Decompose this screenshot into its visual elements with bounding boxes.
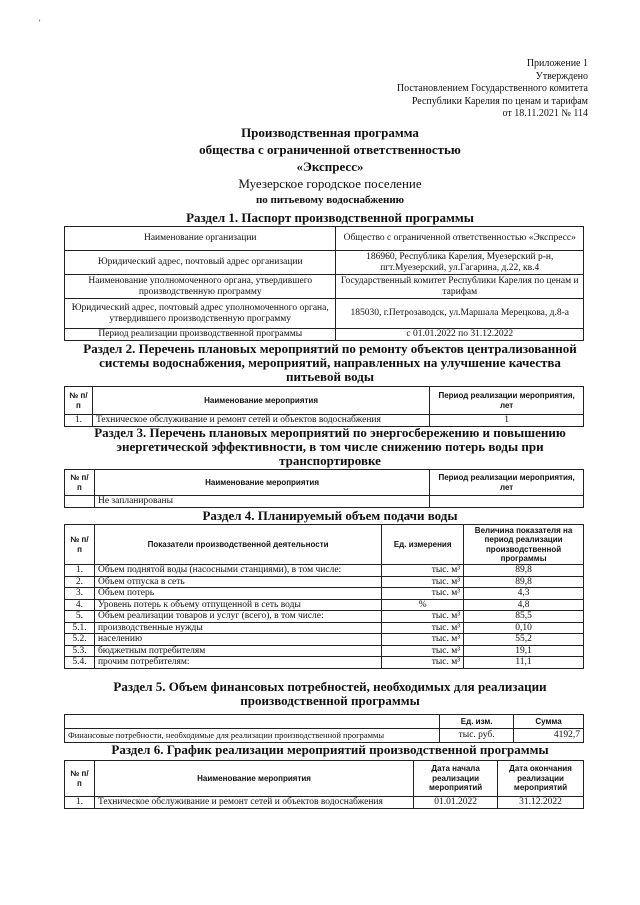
- section1-title: Раздел 1. Паспорт производственной программы: [186, 210, 474, 225]
- section6-table: [64, 760, 584, 809]
- section2-title: Раздел 2. Перечень плановых мероприятий по ремонту объектов централизованной системы водоснабжения, мероприятий, направленных на улучшение качества питьевой воды: [83, 341, 577, 384]
- company-name: «Экспресс»: [296, 159, 364, 174]
- table-row: [65, 729, 584, 743]
- row-name: Техническое обслуживание и ремонт сетей и объектов водоснабжения: [94, 797, 413, 809]
- finance-name: Финансовые потребности, необходимые для реализации производственной программы: [65, 729, 440, 743]
- table-row: [65, 599, 584, 611]
- row-num: 5.1.: [65, 622, 95, 634]
- row-unit: тыс. м³: [382, 611, 464, 623]
- passport-value: с 01.01.2022 по 31.12.2022: [336, 329, 584, 341]
- finance-unit: тыс. руб.: [440, 729, 514, 743]
- row-num: 5.3.: [65, 645, 95, 657]
- row-name: населению: [94, 634, 381, 646]
- row-name: производственные нужды: [94, 622, 381, 634]
- header-name: Наименование мероприятия: [94, 470, 429, 496]
- table-row: [65, 634, 584, 646]
- approval-appendix: Приложение 1: [526, 58, 588, 69]
- table-header-row: [65, 387, 584, 415]
- header-unit: Ед. изм.: [440, 715, 514, 729]
- passport-label: Период реализации производственной программы: [65, 329, 336, 341]
- header-sum: Сумма: [514, 715, 584, 729]
- header-name: Наименование мероприятия: [94, 761, 413, 797]
- document-title-block: [130, 124, 530, 209]
- row-unit: тыс. м³: [382, 565, 464, 577]
- approval-decree: Постановлением Государственного комитета: [396, 83, 588, 94]
- table-header-row: [65, 715, 584, 729]
- row-num: 1.: [65, 797, 95, 809]
- header-num: № п/п: [65, 525, 95, 565]
- row-value: 85,5: [464, 611, 584, 623]
- table-header-row: [65, 470, 584, 496]
- passport-value: 185030, г.Петрозаводск, ул.Маршала Мерецкова, д.8-а: [336, 299, 584, 329]
- row-value: 4,8: [464, 599, 584, 611]
- approval-block: [328, 58, 588, 121]
- header-value: Величина показателя на период реализации производственной программы: [464, 525, 584, 565]
- row-name: Объем отпуска в сеть: [94, 576, 381, 588]
- settlement-name: Муезерское городское поселение: [238, 176, 422, 191]
- header-period: Период реализации мероприятия, лет: [430, 387, 584, 415]
- table-row: [65, 611, 584, 623]
- row-value: 4,3: [464, 588, 584, 600]
- table-row: [65, 496, 584, 508]
- row-unit: тыс. м³: [382, 622, 464, 634]
- header-blank: [65, 715, 440, 729]
- passport-label: Юридический адрес, почтовый адрес организации: [65, 251, 336, 275]
- row-name: Уровень потерь к объему отпущенной в сеть воды: [94, 599, 381, 611]
- row-value: 89,8: [464, 565, 584, 577]
- row-name: бюджетным потребителям: [94, 645, 381, 657]
- row-unit: тыс. м³: [382, 588, 464, 600]
- approval-date: от 18.11.2021 № 114: [502, 108, 588, 119]
- row-period: 1: [430, 415, 584, 427]
- row-num: 5.: [65, 611, 95, 623]
- section4-table: [64, 524, 584, 669]
- section3-table: [64, 469, 584, 508]
- table-row: [65, 645, 584, 657]
- row-end: 31.12.2022: [498, 797, 584, 809]
- table-header-row: [65, 761, 584, 797]
- row-num: 3.: [65, 588, 95, 600]
- header-name: Показатели производственной деятельности: [94, 525, 381, 565]
- row-num: 5.4.: [65, 657, 95, 669]
- approval-approved: Утверждено: [535, 70, 588, 82]
- header-end: Дата окончания реализации мероприятий: [498, 761, 584, 797]
- row-unit: %: [382, 599, 464, 611]
- table-header-row: [65, 525, 584, 565]
- row-name: Не запланированы: [94, 496, 429, 508]
- passport-value: Государственный комитет Республики Карелия по ценам и тарифам: [336, 275, 584, 299]
- approval-authority: Республики Карелия по ценам и тарифам: [411, 95, 588, 107]
- passport-label: Наименование организации: [65, 227, 336, 251]
- document-title: Производственная программа: [241, 125, 419, 140]
- row-num: 1.: [65, 565, 95, 577]
- table-row: [65, 657, 584, 669]
- passport-label: Юридический адрес, почтовый адрес уполномоченного органа, утвердившего производственную программу: [65, 299, 336, 329]
- section2-table: [64, 386, 584, 427]
- row-num: 2.: [65, 576, 95, 588]
- row-name: Объем поднятой воды (насосными станциями), в том числе:: [94, 565, 381, 577]
- row-name: Техническое обслуживание и ремонт сетей и объектов водоснабжения: [92, 415, 429, 427]
- row-num: 1.: [65, 415, 93, 427]
- section3-title: Раздел 3. Перечень плановых мероприятий по энергосбережению и повышению энергетической эффективности, в том числе снижению потерь воды при транспортировке: [94, 425, 566, 468]
- row-period: [430, 496, 584, 508]
- table-row: [65, 329, 584, 341]
- row-start: 01.01.2022: [414, 797, 498, 809]
- section4-title: Раздел 4. Планируемый объем подачи воды: [202, 508, 458, 523]
- table-row: [65, 588, 584, 600]
- table-row: [65, 622, 584, 634]
- header-num: № п/п: [65, 761, 95, 797]
- section5-table: [64, 714, 584, 743]
- company-form: общества с ограниченной ответственностью: [199, 142, 461, 157]
- passport-value: Общество с ограниченной ответственностью «Экспресс»: [336, 227, 584, 251]
- header-name: Наименование мероприятия: [92, 387, 429, 415]
- header-start: Дата начала реализации мероприятий: [414, 761, 498, 797]
- row-name: Объем потерь: [94, 588, 381, 600]
- section6-title: Раздел 6. График реализации мероприятий производственной программы: [111, 742, 549, 757]
- corner-mark: ’: [38, 18, 41, 28]
- table-row: [65, 275, 584, 299]
- row-unit: тыс. м³: [382, 645, 464, 657]
- header-num: № п/п: [65, 387, 93, 415]
- header-num: № п/п: [65, 470, 95, 496]
- passport-value: 186960, Республика Карелия, Муезерский р-н, пгт.Муезерский, ул.Гагарина, д.22, кв.4: [336, 251, 584, 275]
- row-value: 0,10: [464, 622, 584, 634]
- row-name: Объем реализации товаров и услуг (всего), в том числе:: [94, 611, 381, 623]
- service-type: по питьевому водоснабжению: [255, 194, 405, 206]
- table-row: [65, 299, 584, 329]
- table-row: [65, 251, 584, 275]
- header-unit: Ед. измерения: [382, 525, 464, 565]
- table-row: [65, 565, 584, 577]
- row-unit: тыс. м³: [382, 576, 464, 588]
- finance-sum: 4192,7: [514, 729, 584, 743]
- row-num: [65, 496, 95, 508]
- table-row: [65, 227, 584, 251]
- passport-label: Наименование уполномоченного органа, утвердившего производственную программу: [65, 275, 336, 299]
- header-period: Период реализации мероприятия, лет: [430, 470, 584, 496]
- row-num: 5.2.: [65, 634, 95, 646]
- row-unit: тыс. м³: [382, 634, 464, 646]
- section5-title: Раздел 5. Объем финансовых потребностей, необходимых для реализации производственной программы: [113, 679, 547, 708]
- row-name: прочим потребителям:: [94, 657, 381, 669]
- row-unit: тыс. м³: [382, 657, 464, 669]
- section1-table: [64, 226, 584, 341]
- row-value: 11,1: [464, 657, 584, 669]
- table-row: [65, 797, 584, 809]
- row-value: 55,2: [464, 634, 584, 646]
- row-value: 89,8: [464, 576, 584, 588]
- table-row: [65, 576, 584, 588]
- row-value: 19,1: [464, 645, 584, 657]
- row-num: 4.: [65, 599, 95, 611]
